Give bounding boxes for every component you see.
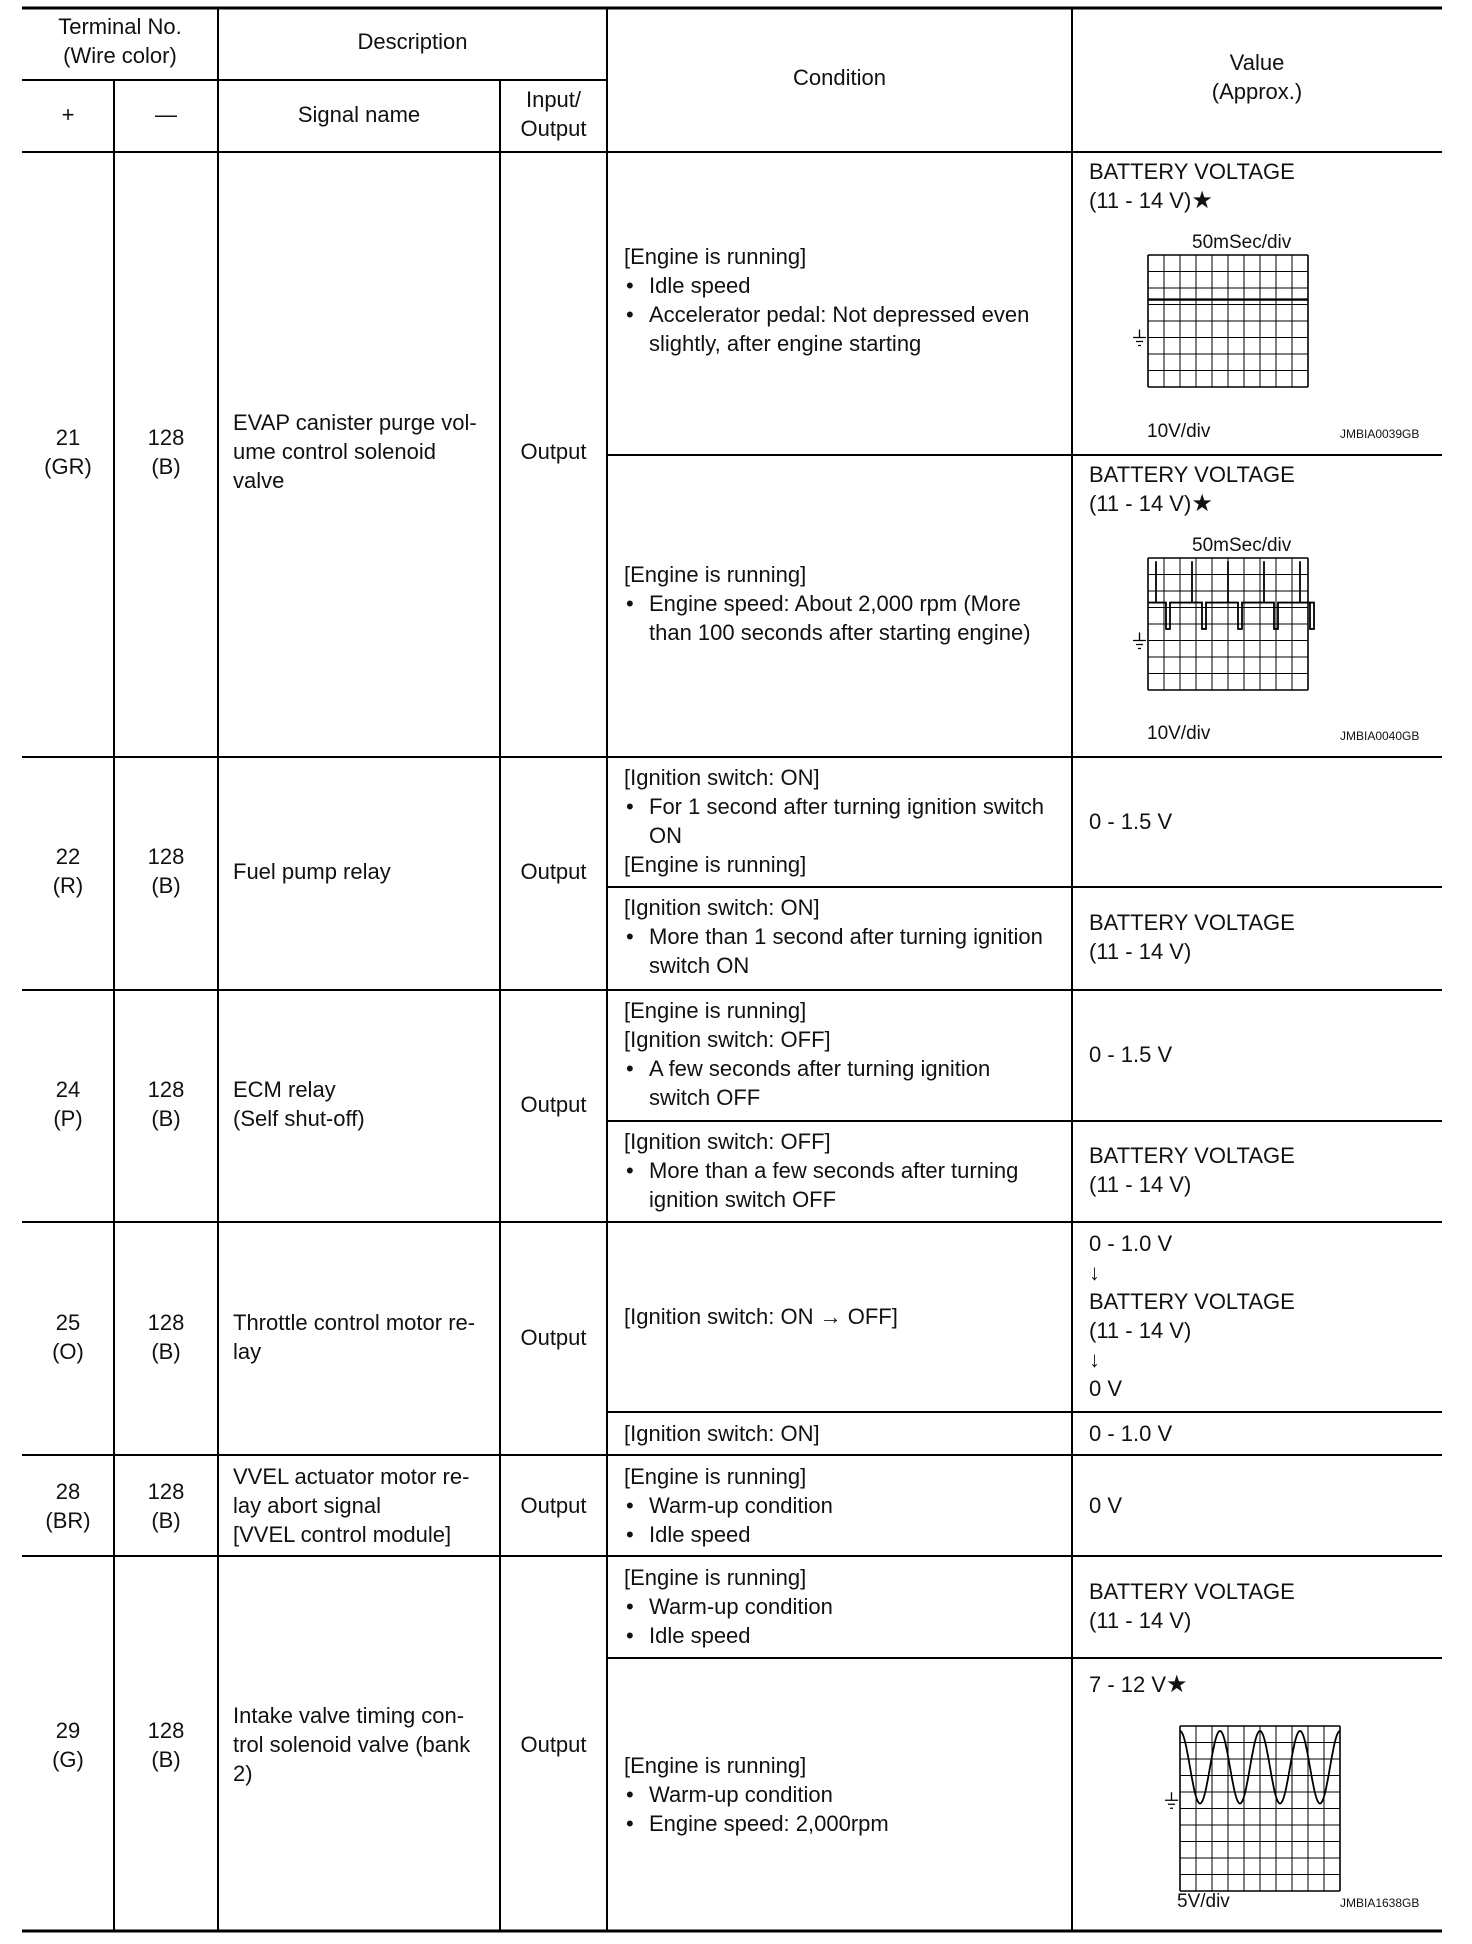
wire-color: (B): [151, 454, 181, 479]
time-division-label: 50mSec/div: [1192, 535, 1292, 556]
condition-bullet: • More than a few seconds after turning: [624, 1156, 1018, 1185]
row-21-value-2: [1089, 460, 1295, 518]
ground-icon: [1133, 330, 1146, 346]
condition-heading: [Ignition switch: ON]: [624, 1421, 820, 1446]
condition-bullet: • More than 1 second after turning ignition: [624, 922, 1043, 951]
value-line: (11 - 14 V): [1089, 1172, 1192, 1197]
star-icon: ★: [1191, 187, 1213, 214]
header-io: [500, 85, 607, 143]
value-line: (11 - 14 V): [1089, 939, 1192, 964]
row-29-condition-1: [624, 1563, 833, 1650]
figure-id: JMBIA0040GB: [1340, 729, 1420, 743]
condition-heading: [Engine is running]: [624, 998, 807, 1023]
row-21-condition-2: [624, 560, 1031, 647]
condition-heading: [Engine is running]: [624, 562, 807, 587]
row-24-io: Output: [520, 1092, 587, 1117]
wire-color: (B): [151, 1106, 181, 1131]
terminal-number: 24: [55, 1077, 81, 1102]
row-29-value-2: [1089, 1670, 1188, 1699]
condition-bullet: • Warm-up condition: [624, 1780, 889, 1809]
signal-line: 2): [233, 1761, 253, 1786]
header-minus: —: [155, 102, 177, 127]
row-24-value-1: [1089, 1040, 1172, 1069]
row-25-condition-1: [624, 1302, 898, 1331]
signal-trace: [1148, 561, 1314, 629]
row-29-signal: [233, 1701, 470, 1788]
header-value: [1072, 48, 1442, 106]
condition-heading: [Ignition switch: OFF]: [624, 1129, 831, 1154]
value-line: (11 - 14 V): [1089, 1608, 1192, 1633]
signal-line: lay: [233, 1339, 262, 1364]
row-22-signal: [233, 857, 391, 886]
row-28-io: Output: [520, 1493, 587, 1518]
condition-bullet: • Engine speed: About 2,000 rpm (More: [624, 589, 1031, 618]
row-24-condition-1: [624, 996, 990, 1112]
wire-color: (O): [52, 1339, 84, 1364]
signal-line: trol solenoid valve (bank: [233, 1732, 471, 1757]
row-21-io: Output: [520, 439, 587, 464]
figure-id: JMBIA1638GB: [1340, 1896, 1420, 1910]
row-25-value-1: [1089, 1229, 1295, 1403]
row-24-value-2: [1089, 1141, 1295, 1199]
row-28-signal: [233, 1462, 469, 1549]
condition-heading: [Engine is running]: [624, 244, 807, 269]
waveform-graph-sine: [1165, 1726, 1340, 1891]
row-22-condition-1: [624, 763, 1044, 879]
down-arrow-icon: ↓: [1089, 1347, 1100, 1372]
wire-color: (R): [52, 873, 84, 898]
terminal-number: 128: [147, 1718, 185, 1743]
condition-continuation: ON: [649, 823, 682, 848]
terminal-number: 29: [55, 1718, 81, 1743]
row-25-minus: [114, 1308, 218, 1366]
value-line: BATTERY VOLTAGE: [1089, 159, 1295, 184]
condition-bullet: • Accelerator pedal: Not depressed even: [624, 300, 1029, 329]
time-division-label: 50mSec/div: [1192, 232, 1292, 253]
header-terminal: [22, 12, 218, 70]
row-22-plus: [22, 842, 114, 900]
condition-bullet: • For 1 second after turning ignition switch: [624, 792, 1044, 821]
value-line: BATTERY VOLTAGE: [1089, 1579, 1295, 1604]
condition-continuation: switch ON: [649, 953, 750, 978]
row-29-minus: [114, 1716, 218, 1774]
star-icon: ★: [1191, 490, 1213, 517]
header-terminal-line1: Terminal No.: [58, 14, 182, 39]
row-22-value-2: [1089, 908, 1295, 966]
row-29-io: Output: [520, 1732, 587, 1757]
wire-color: (BR): [45, 1508, 91, 1533]
condition-bullet: • Warm-up condition: [624, 1491, 833, 1520]
row-21-signal: [233, 408, 477, 495]
value-line: 0 V: [1089, 1493, 1123, 1518]
header-plus: +: [61, 102, 75, 127]
condition-bullet: • Idle speed: [624, 1520, 833, 1549]
signal-line: (Self shut-off): [233, 1106, 365, 1131]
condition-continuation: slightly, after engine starting: [649, 331, 922, 356]
signal-line: EVAP canister purge vol-: [233, 410, 477, 435]
terminal-number: 128: [147, 425, 185, 450]
condition-continuation: ignition switch OFF: [649, 1187, 837, 1212]
condition-bullet: • A few seconds after turning ignition: [624, 1054, 990, 1083]
terminal-number: 128: [147, 844, 185, 869]
header-value-line2: (Approx.): [1211, 79, 1303, 104]
volt-division-label: 10V/div: [1147, 421, 1211, 442]
header-signal-name: Signal name: [297, 102, 421, 127]
signal-line: valve: [233, 468, 285, 493]
row-25-condition-2: [624, 1419, 820, 1448]
value-line: BATTERY VOLTAGE: [1089, 910, 1295, 935]
header-terminal-line2: (Wire color): [63, 43, 177, 68]
row-24-plus: [22, 1075, 114, 1133]
row-24-signal: [233, 1075, 365, 1133]
row-28-plus: [22, 1477, 114, 1535]
condition-bullet: • Idle speed: [624, 271, 1029, 300]
wire-color: (B): [151, 873, 181, 898]
row-22-io: Output: [520, 859, 587, 884]
terminal-number: 28: [55, 1479, 81, 1504]
row-22-condition-2: [624, 893, 1043, 980]
value-line: BATTERY VOLTAGE: [1089, 1143, 1295, 1168]
header-io-line1: Input/: [525, 87, 582, 112]
wire-color: (B): [151, 1747, 181, 1772]
wire-color: (G): [52, 1747, 84, 1772]
condition-heading: [Engine is running]: [624, 1464, 807, 1489]
wire-color: (B): [151, 1508, 181, 1533]
value-line: (11 - 14 V): [1089, 1318, 1192, 1343]
row-29-value-1: [1089, 1577, 1295, 1635]
row-29-plus: [22, 1716, 114, 1774]
value-line: 7 - 12 V: [1089, 1672, 1167, 1697]
wire-color: (GR): [44, 454, 92, 479]
wire-color: (B): [151, 1339, 181, 1364]
value-line: (11 - 14 V): [1089, 188, 1192, 213]
row-28-value-1: [1089, 1491, 1122, 1520]
row-21-plus: [22, 423, 114, 481]
value-line: 0 - 1.0 V: [1089, 1421, 1173, 1446]
volt-division-label: 5V/div: [1177, 1891, 1230, 1912]
signal-line: VVEL actuator motor re-: [233, 1464, 470, 1489]
signal-line: Intake valve timing con-: [233, 1703, 465, 1728]
condition-continuation: than 100 seconds after starting engine): [649, 620, 1031, 645]
header-io-line2: Output: [520, 116, 587, 141]
value-line: BATTERY VOLTAGE: [1089, 1289, 1295, 1314]
figure-id: JMBIA0039GB: [1340, 427, 1420, 441]
condition-continuation: switch OFF: [649, 1085, 761, 1110]
waveform-graph-idle: [1133, 255, 1308, 387]
row-24-minus: [114, 1075, 218, 1133]
condition-heading: [Ignition switch: ON]: [624, 895, 820, 920]
ground-icon: [1165, 1792, 1178, 1808]
row-22-value-1: [1089, 807, 1172, 836]
condition-bullet: • Engine speed: 2,000rpm: [624, 1809, 889, 1838]
header-condition: Condition: [793, 65, 886, 90]
signal-line: Throttle control motor re-: [233, 1310, 476, 1335]
condition-heading: [Engine is running]: [624, 1753, 807, 1778]
value-line: BATTERY VOLTAGE: [1089, 462, 1295, 487]
row-21-minus: [114, 423, 218, 481]
row-28-minus: [114, 1477, 218, 1535]
header-description: Description: [357, 29, 468, 54]
terminal-number: 22: [55, 844, 81, 869]
row-21-condition-1: [624, 242, 1029, 358]
condition-heading: [Ignition switch: ON]: [624, 765, 820, 790]
value-line: 0 V: [1089, 1376, 1123, 1401]
signal-line: ume control solenoid: [233, 439, 437, 464]
header-value-line1: Value: [1229, 50, 1285, 75]
star-icon: ★: [1166, 1671, 1188, 1698]
condition-bullet: • Warm-up condition: [624, 1592, 833, 1621]
down-arrow-icon: ↓: [1089, 1260, 1100, 1285]
terminal-number: 128: [147, 1310, 185, 1335]
signal-line: Fuel pump relay: [233, 859, 391, 884]
signal-line: ECM relay: [233, 1077, 336, 1102]
row-25-plus: [22, 1308, 114, 1366]
row-24-condition-2: [624, 1127, 1018, 1214]
condition-heading: [Ignition switch: OFF]: [624, 1027, 831, 1052]
condition-heading: [Ignition switch: ON → OFF]: [624, 1304, 898, 1329]
signal-line: lay abort signal: [233, 1493, 381, 1518]
waveform-graph-2000rpm: [1133, 558, 1314, 690]
row-25-signal: [233, 1308, 475, 1366]
terminal-number: 128: [147, 1479, 185, 1504]
value-line: 0 - 1.0 V: [1089, 1231, 1173, 1256]
condition-heading: [Engine is running]: [624, 1565, 807, 1590]
terminal-number: 25: [55, 1310, 81, 1335]
row-28-condition-1: [624, 1462, 833, 1549]
value-line: 0 - 1.5 V: [1089, 1042, 1173, 1067]
volt-division-label: 10V/div: [1147, 723, 1211, 744]
value-line: (11 - 14 V): [1089, 491, 1192, 516]
condition-heading: [Engine is running]: [624, 852, 807, 877]
row-22-minus: [114, 842, 218, 900]
row-25-value-2: [1089, 1419, 1172, 1448]
row-21-value-1: [1089, 157, 1295, 215]
signal-line: [VVEL control module]: [233, 1522, 452, 1547]
value-line: 0 - 1.5 V: [1089, 809, 1173, 834]
condition-bullet: • Idle speed: [624, 1621, 833, 1650]
wire-color: (P): [53, 1106, 83, 1131]
terminal-number: 21: [55, 425, 81, 450]
terminal-number: 128: [147, 1077, 185, 1102]
row-29-condition-2: [624, 1751, 889, 1838]
row-25-io: Output: [520, 1325, 587, 1350]
ground-icon: [1133, 633, 1146, 649]
